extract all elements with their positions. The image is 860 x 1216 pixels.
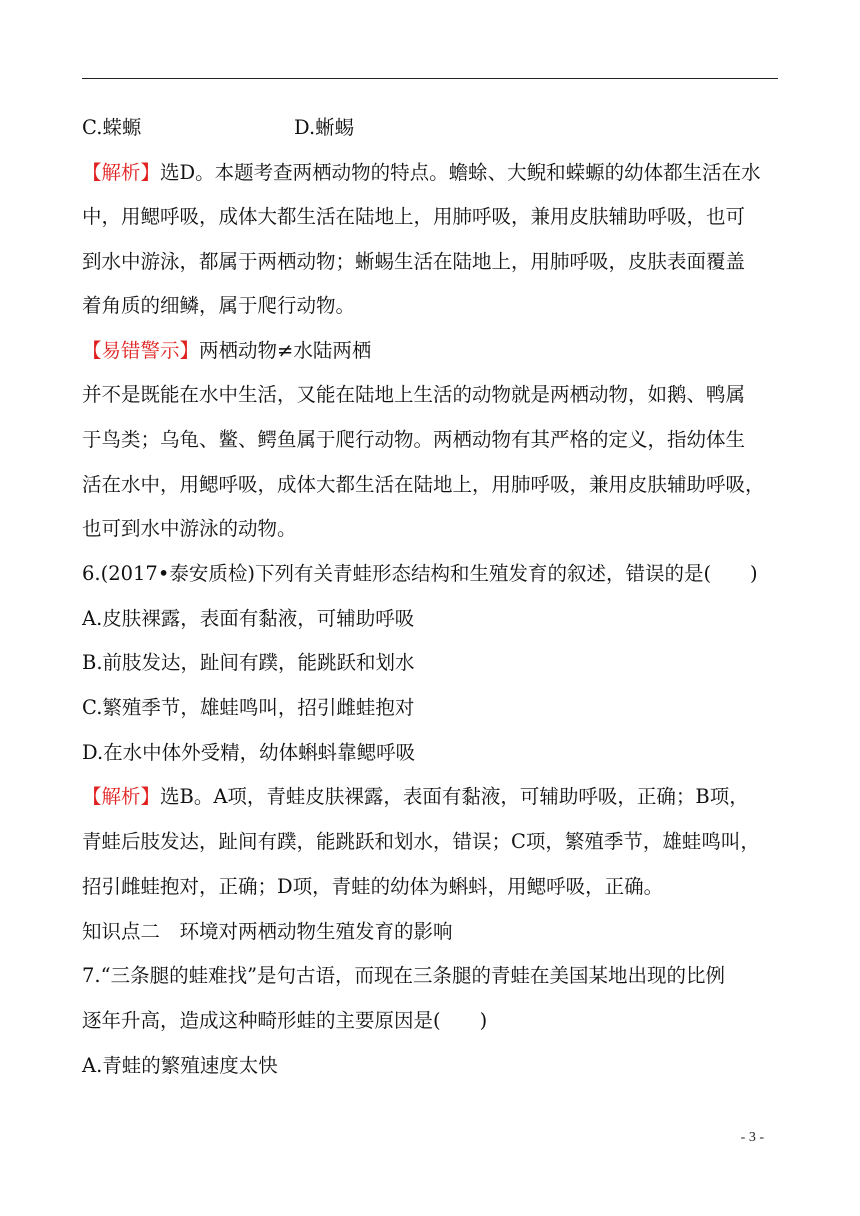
analysis-tag: 【解析】 — [82, 161, 161, 184]
section-heading: 知识点二 环境对两栖动物生殖发育的影响 — [82, 920, 453, 943]
analysis2-line-3: 招引雌蛙抱对，正确；D项，青蛙的幼体为蝌蚪，用鳃呼吸，正确。 — [82, 875, 664, 898]
option-d: D.蜥蜴 — [294, 116, 355, 139]
warning-title: 两栖动物≠水陆两栖 — [199, 339, 372, 362]
header-rule — [82, 78, 778, 79]
question-7-option-a: A.青蛙的繁殖速度太快 — [82, 1054, 278, 1077]
question-6-option-d: D.在水中体外受精，幼体蝌蚪靠鳃呼吸 — [82, 741, 416, 764]
warning-tag: 【易错警示】 — [82, 339, 200, 362]
analysis2-line-2: 青蛙后肢发达，趾间有蹼，能跳跃和划水，错误；C项，繁殖季节，雄蛙鸣叫， — [82, 830, 760, 853]
question-6-option-b: B.前肢发达，趾间有蹼，能跳跃和划水 — [82, 651, 415, 674]
question-6-option-a: A.皮肤裸露，表面有黏液，可辅助呼吸 — [82, 607, 415, 630]
analysis1-line-1: 【解析】选D。本题考查两栖动物的特点。蟾蜍、大鲵和蝾螈的幼体都生活在水 — [82, 161, 761, 184]
warning-line-2: 于鸟类；乌龟、鳖、鳄鱼属于爬行动物。两栖动物有其严格的定义，指幼体生 — [82, 428, 746, 451]
question-6-option-c: C.繁殖季节，雄蛙鸣叫，招引雌蛙抱对 — [82, 696, 415, 719]
warning-heading — [82, 339, 782, 363]
analysis-tag: 【解析】 — [82, 785, 161, 808]
warning-line-3: 活在水中，用鳃呼吸，成体大都生活在陆地上，用肺呼吸，兼用皮肤辅助呼吸， — [82, 473, 765, 496]
question-6-stem: 6.(2017•泰安质检)下列有关青蛙形态结构和生殖发育的叙述，错误的是( ) — [82, 562, 758, 585]
analysis1-line-3: 到水中游泳，都属于两栖动物；蜥蜴生活在陆地上，用肺呼吸，皮肤表面覆盖 — [82, 250, 746, 273]
analysis1-line-2: 中，用鳃呼吸，成体大都生活在陆地上，用肺呼吸，兼用皮肤辅助呼吸，也可 — [82, 205, 746, 228]
warning-line-4: 也可到水中游泳的动物。 — [82, 517, 297, 540]
warning-line-1: 并不是既能在水中生活，又能在陆地上生活的动物就是两栖动物，如鹅、鸭属 — [82, 383, 746, 406]
analysis1-line-4: 着角质的细鳞，属于爬行动物。 — [82, 294, 356, 317]
question-7-line-2: 逐年升高，造成这种畸形蛙的主要原因是( ) — [82, 1009, 488, 1032]
options-row-cd — [82, 116, 782, 140]
option-c: C.蝾螈 — [82, 116, 142, 139]
analysis2-line-1: 【解析】选B。A项，青蛙皮肤裸露，表面有黏液，可辅助呼吸，正确；B项， — [82, 785, 749, 808]
question-7-line-1: 7.“三条腿的蛙难找”是句古语，而现在三条腿的青蛙在美国某地出现的比例 — [82, 964, 726, 987]
page-number: - 3 - — [740, 1130, 764, 1145]
